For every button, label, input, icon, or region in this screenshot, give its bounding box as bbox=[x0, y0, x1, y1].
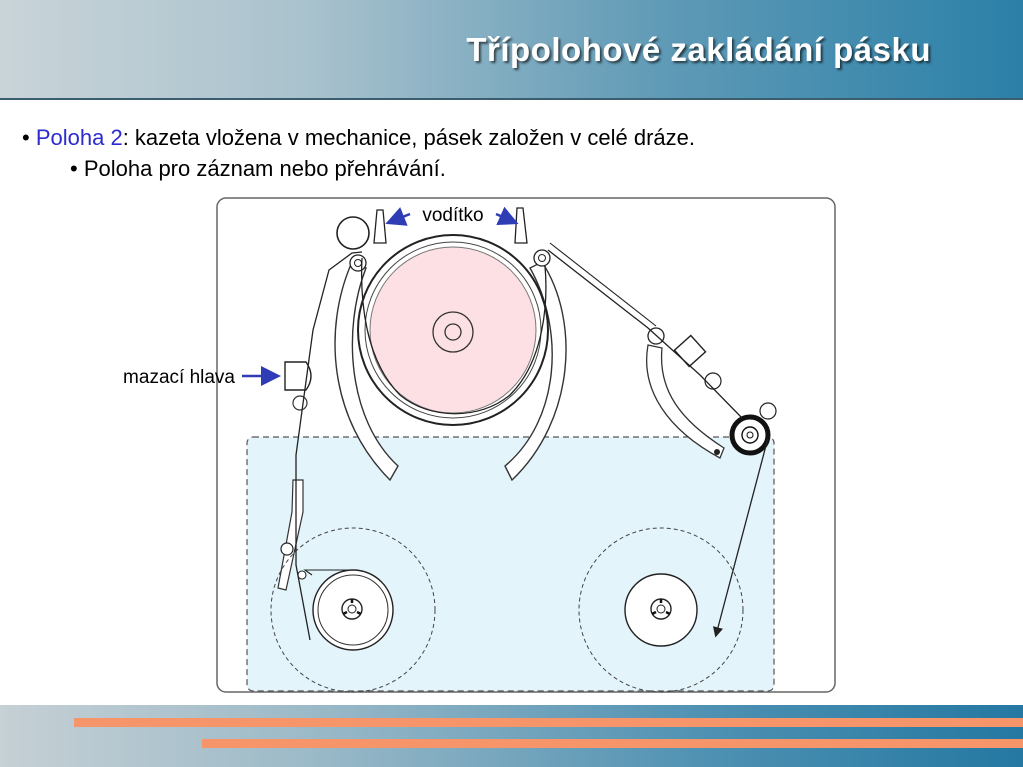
footer-stripe-lower bbox=[202, 739, 1023, 748]
pinch-roller-small bbox=[760, 403, 776, 419]
right-guide-roller bbox=[534, 250, 550, 266]
label-guide: vodítko bbox=[422, 205, 484, 226]
tension-arm-roller bbox=[281, 543, 293, 555]
capstan-inner bbox=[742, 427, 758, 443]
sub-bullet-text: Poloha pro záznam nebo přehrávání. bbox=[83, 156, 446, 181]
slide-title: Třípolohové zakládání pásku bbox=[466, 31, 931, 68]
bullet-text: : kazeta vložena v mechanice, pásek založen v celé dráze. bbox=[122, 125, 695, 150]
guide-roller-small bbox=[705, 373, 721, 389]
footer-band bbox=[0, 705, 1023, 767]
sub-bullet-marker: • bbox=[70, 156, 78, 181]
tension-arm-roller-small bbox=[298, 571, 306, 579]
head-drum bbox=[370, 247, 536, 413]
bullet-marker: • bbox=[22, 125, 30, 150]
erase-head-roller bbox=[293, 396, 307, 410]
bullet-lead-term: Poloha 2 bbox=[35, 125, 123, 150]
label-erase-head: mazací hlava bbox=[123, 367, 235, 388]
left-guide-roller bbox=[350, 255, 366, 271]
arm-pivot bbox=[714, 449, 720, 455]
tension-roller bbox=[337, 217, 369, 249]
footer-stripe-upper bbox=[74, 718, 1023, 727]
